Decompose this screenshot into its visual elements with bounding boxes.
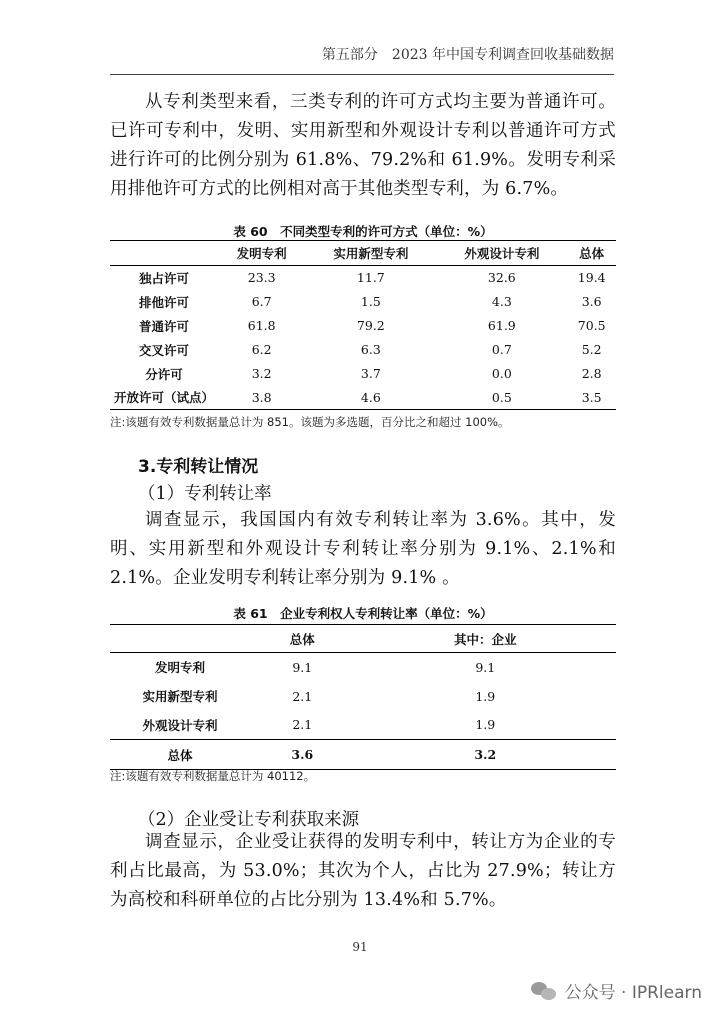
table-row <box>110 338 616 362</box>
header-cell: 其中：企业 <box>355 625 616 653</box>
paragraph-transfer-rate: 调查显示，我国国内有效专利转让率为 3.6%。其中，发明、实用新型和外观设计专利转让率分别为 9.1%、2.1%和 2.1%。企业发明专利转让率分别为 9.1% 。 <box>110 510 616 588</box>
row-label: 外观设计专利 <box>142 717 218 733</box>
table-row <box>110 653 616 682</box>
row-label: 交叉许可 <box>138 342 189 358</box>
header-cell: 外观设计专利 <box>436 241 567 266</box>
row-label: 独占许可 <box>138 270 189 286</box>
cell: 2.1 <box>292 717 313 733</box>
cell: 2.1 <box>292 688 313 704</box>
cell: 61.9 <box>487 318 516 333</box>
row-label: 发明专利 <box>154 660 205 676</box>
header-cell: 发明专利 <box>218 241 305 266</box>
table-61 <box>110 624 616 770</box>
cell: 6.3 <box>360 342 381 357</box>
cell: 70.5 <box>577 318 606 333</box>
cell: 6.2 <box>251 342 272 357</box>
table-61-caption: 表 61 企业专利权人专利转让率（单位：%） <box>233 606 493 621</box>
cell: 3.2 <box>355 740 616 770</box>
paragraph-license-methods: 从专利类型来看，三类专利的许可方式均主要为普通许可。已许可专利中，发明、实用新型和外观设计专利以普通许可方式进行许可的比例分别为 61.8%、79.2%和 61.9%。发明专利采用排他许可方式的比例相对高于其他类型专利，为 6.7%。 <box>110 92 616 199</box>
cell: 3.5 <box>567 386 616 410</box>
watermark-text: 公众号 · IPRlearn <box>564 983 702 1003</box>
cell: 3.7 <box>360 366 381 381</box>
header-cell: 实用新型专利 <box>305 241 436 266</box>
cell: 3.6 <box>250 740 355 770</box>
cell: 61.8 <box>247 318 276 333</box>
header-cell <box>110 625 250 653</box>
cell: 0.7 <box>491 342 512 357</box>
table-row <box>110 290 616 314</box>
page-number: 91 <box>352 940 368 954</box>
header-cell <box>110 241 218 266</box>
table-row <box>110 362 616 386</box>
table-row <box>110 314 616 338</box>
table-header-row <box>110 241 616 266</box>
table-61-note: 注:该题有效专利数据量总计为 40112。 <box>110 769 316 783</box>
row-label: 排他许可 <box>138 294 189 310</box>
cell: 9.1 <box>475 659 496 675</box>
cell: 9.1 <box>292 659 313 675</box>
cell: 23.3 <box>247 270 276 286</box>
cell: 3.2 <box>251 366 272 381</box>
table-60-note: 注:该题有效专利数据量总计为 851。该题为多选题，百分比之和超过 100%。 <box>110 415 510 429</box>
cell: 4.3 <box>491 294 512 309</box>
row-label: 分许可 <box>145 366 183 382</box>
running-header: 第五部分 2023 年中国专利调查回收基础数据 <box>110 44 614 75</box>
table-row-total <box>110 740 616 770</box>
row-label: 总体 <box>110 740 250 770</box>
row-label: 开放许可（试点） <box>110 386 218 410</box>
cell: 6.7 <box>251 294 272 309</box>
wechat-icon <box>531 980 557 1002</box>
cell: 32.6 <box>487 270 516 286</box>
table-row <box>110 386 616 410</box>
cell: 0.0 <box>491 366 512 381</box>
paragraph-transfer-sources: 调查显示，企业受让获得的发明专利中，转让方为企业的专利占比最高，为 53.0%；其次为个人，占比为 27.9%；转让方为高校和科研单位的占比分别为 13.4%和 5.7%。 <box>110 832 616 910</box>
cell: 5.2 <box>581 342 602 357</box>
cell: 1.9 <box>475 688 496 704</box>
cell: 2.8 <box>581 366 602 381</box>
header-cell: 总体 <box>250 625 355 653</box>
cell: 1.5 <box>360 294 381 309</box>
header-cell: 总体 <box>567 241 616 266</box>
cell: 19.4 <box>577 270 606 286</box>
cell: 11.7 <box>356 270 385 286</box>
section-heading: 3.专利转让情况 <box>138 457 259 477</box>
watermark <box>531 978 702 1003</box>
subsection-heading: （1）专利转让率 <box>138 484 272 504</box>
cell: 0.5 <box>436 386 567 410</box>
cell: 79.2 <box>356 318 385 333</box>
table-row <box>110 266 616 290</box>
subsection-heading: （2）企业受让专利获取来源 <box>138 810 360 830</box>
cell: 4.6 <box>305 386 436 410</box>
table-header-row <box>110 625 616 653</box>
table-60-caption: 表 60 不同类型专利的许可方式（单位：%） <box>233 224 493 239</box>
cell: 1.9 <box>475 717 496 733</box>
cell: 3.6 <box>581 294 602 309</box>
table-60 <box>110 240 616 410</box>
table-row <box>110 711 616 740</box>
cell: 3.8 <box>218 386 305 410</box>
table-row <box>110 682 616 711</box>
row-label: 实用新型专利 <box>142 689 218 704</box>
row-label: 普通许可 <box>138 318 189 334</box>
